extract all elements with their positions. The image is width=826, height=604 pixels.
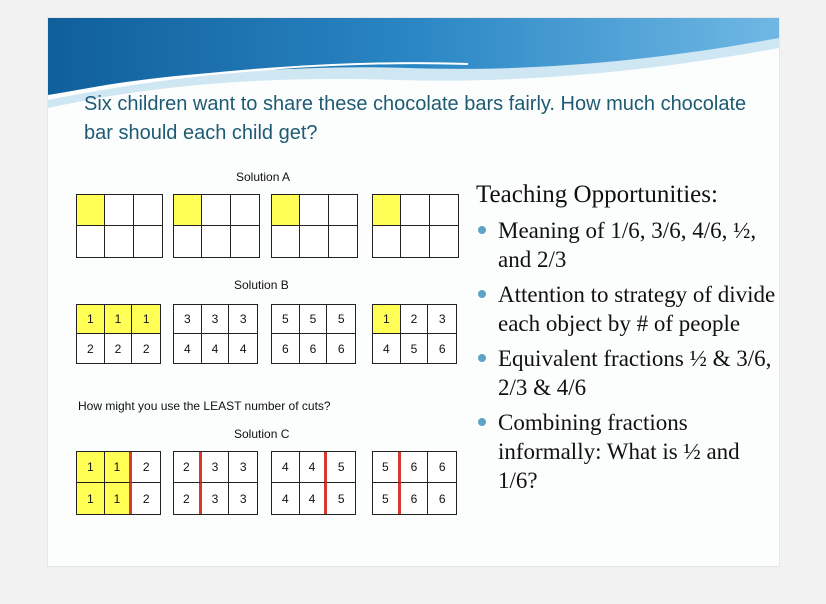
least-cuts-question: How might you use the LEAST number of cuts? [78, 399, 331, 413]
bar-piece [430, 226, 458, 257]
bar-piece: 6 [401, 452, 429, 483]
solution-a-bar [271, 194, 358, 258]
teaching-heading: Teaching Opportunities: [476, 181, 718, 208]
teaching-list [476, 216, 776, 495]
solution-a-label: Solution A [236, 170, 291, 184]
bar-piece: 2 [105, 334, 133, 363]
bar-piece [174, 226, 202, 257]
bar-piece [401, 195, 429, 226]
bar-piece [202, 226, 230, 257]
bar-piece [231, 226, 259, 257]
bar-piece: 2 [401, 305, 429, 334]
solution-c-bar [372, 451, 457, 515]
bar-piece: 1 [77, 452, 105, 483]
bar-piece [329, 226, 357, 257]
bullet-icon [478, 354, 486, 362]
teaching-item: Meaning of 1/6, 3/6, 4/6, ½, and 2/3 [476, 216, 776, 274]
bar-piece: 2 [174, 452, 202, 483]
bar-piece: 3 [239, 491, 247, 506]
solution-b-bar [173, 304, 258, 364]
bullet-icon [478, 290, 486, 298]
bar-piece: 1 [132, 305, 160, 334]
bar-piece: 1 [373, 305, 401, 334]
bar-piece [373, 195, 401, 226]
bar-piece: 5 [401, 334, 429, 363]
solution-a-bar [372, 194, 459, 258]
solution-b-label: Solution B [234, 278, 289, 292]
bar-piece: 5 [272, 305, 300, 334]
bar-piece: 5 [300, 305, 328, 334]
bar-piece: 2 [132, 452, 160, 483]
bar-piece: 1 [105, 483, 133, 514]
bar-piece: 2 [142, 491, 150, 506]
bar-piece: 4 [300, 452, 328, 483]
bar-piece: 4 [300, 483, 328, 514]
bar-piece: 5 [337, 491, 345, 506]
bar-piece: 3 [202, 305, 230, 334]
solution-a-bar [76, 194, 163, 258]
teaching-opportunities [476, 180, 776, 501]
solution-a-bar [173, 194, 260, 258]
bar-piece [272, 195, 300, 226]
bar-piece: 6 [272, 334, 300, 363]
solution-c-label: Solution C [234, 427, 290, 441]
bar-piece: 4 [272, 483, 300, 514]
solution-c-bar [173, 451, 258, 515]
bar-piece [202, 195, 230, 226]
bar-piece: 3 [229, 452, 257, 483]
bar-piece: 1 [105, 452, 133, 483]
slide [48, 18, 779, 566]
bar-piece: 3 [202, 483, 230, 514]
bullet-icon [478, 418, 486, 426]
bar-piece: 4 [174, 334, 202, 363]
bar-piece [105, 195, 133, 226]
bar-piece [329, 195, 357, 226]
bar-piece [134, 226, 162, 257]
teaching-item: Combining fractions informally: What is ½ and 1/6? [476, 408, 776, 495]
bar-piece [401, 226, 429, 257]
bar-piece [300, 195, 328, 226]
bar-piece: 2 [77, 334, 105, 363]
solution-c-bar [271, 451, 356, 515]
bar-piece: 6 [300, 334, 328, 363]
bar-piece [231, 195, 259, 226]
bar-piece: 5 [327, 452, 355, 483]
bar-piece: 1 [77, 483, 105, 514]
bar-piece: 4 [373, 334, 401, 363]
bar-piece: 5 [373, 452, 401, 483]
bar-piece [77, 226, 105, 257]
bar-piece: 1 [105, 305, 133, 334]
bar-piece: 6 [337, 341, 345, 356]
bar-piece [105, 226, 133, 257]
bar-piece [77, 195, 105, 226]
solution-b-bar [271, 304, 356, 364]
bar-piece: 3 [428, 305, 456, 334]
bar-piece: 4 [202, 334, 230, 363]
bar-piece [430, 195, 458, 226]
bar-piece [272, 226, 300, 257]
bar-piece [300, 226, 328, 257]
bar-piece [373, 226, 401, 257]
teaching-item: Attention to strategy of divide each object by # of people [476, 280, 776, 338]
bar-piece: 6 [401, 483, 429, 514]
bar-piece: 3 [202, 452, 230, 483]
solution-c-bar [76, 451, 161, 515]
bar-piece: 1 [77, 305, 105, 334]
bar-piece: 2 [174, 483, 202, 514]
bar-piece: 2 [142, 341, 150, 356]
bar-piece: 6 [438, 341, 446, 356]
slide-title: Six children want to share these chocolate bars fairly. How much chocolate bar should each child get? [84, 93, 747, 144]
bar-piece [134, 195, 162, 226]
bar-piece: 6 [428, 452, 456, 483]
bar-piece: 5 [327, 305, 355, 334]
bar-piece: 5 [373, 483, 401, 514]
bar-piece: 4 [239, 341, 247, 356]
bullet-icon [478, 226, 486, 234]
bar-piece: 4 [272, 452, 300, 483]
bar-piece [174, 195, 202, 226]
solution-b-bar [76, 304, 161, 364]
teaching-item: Equivalent fractions ½ & 3/6, 2/3 & 4/6 [476, 344, 776, 402]
bar-piece: 6 [438, 491, 446, 506]
bar-piece: 3 [229, 305, 257, 334]
solution-b-bar [372, 304, 457, 364]
bar-piece: 3 [174, 305, 202, 334]
